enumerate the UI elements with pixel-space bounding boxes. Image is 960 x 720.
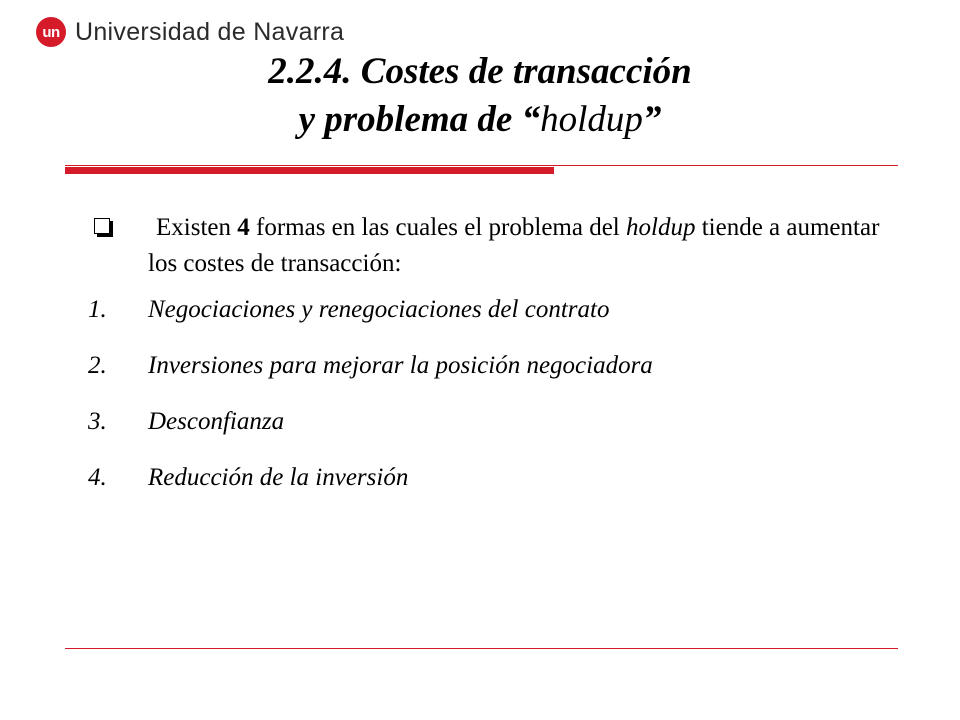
logo-badge-icon: un: [36, 17, 66, 47]
intro-term: holdup: [626, 214, 696, 241]
list-item: [88, 292, 888, 348]
list-item-text: Negociaciones y renegociaciones del contrato: [148, 296, 610, 323]
title-line-2-suffix: ”: [642, 99, 662, 140]
list-item-text: Inversiones para mejorar la posición negociadora: [148, 352, 653, 379]
list-item-text: Desconfianza: [148, 408, 285, 435]
university-logo: [36, 17, 344, 47]
institution-name: Universidad de Navarra: [75, 17, 345, 46]
title-line-2-prefix: y problema de “: [298, 99, 541, 140]
title-line-1: 2.2.4. Costes de transacción: [268, 51, 692, 92]
list-item-text: Reducción de la inversión: [148, 464, 409, 491]
list-item-number: 3.: [88, 408, 107, 435]
title-term-holdup: holdup: [540, 99, 643, 140]
list-item: [88, 404, 888, 460]
header-accent-bar: [65, 167, 554, 174]
header-divider-line: [65, 165, 898, 166]
slide-body: [88, 210, 888, 516]
intro-number: 4: [237, 214, 250, 241]
list-item-number: 4.: [88, 464, 107, 491]
checkbox-bullet-icon: [94, 218, 110, 234]
slide-title: [0, 48, 960, 144]
list-item-number: 1.: [88, 296, 107, 323]
intro-text-1: Existen: [156, 214, 238, 241]
list-item: [88, 460, 888, 516]
list-item-number: 2.: [88, 352, 107, 379]
intro-text-2: formas en las cuales el problema del: [249, 214, 626, 241]
numbered-list: [88, 292, 888, 516]
intro-text-3: tiende a aumentar los costes de transacción:: [148, 214, 880, 277]
title-line-2: [0, 96, 960, 144]
intro-bullet: [88, 210, 888, 282]
footer-divider-line: [65, 648, 898, 649]
list-item: [88, 348, 888, 404]
